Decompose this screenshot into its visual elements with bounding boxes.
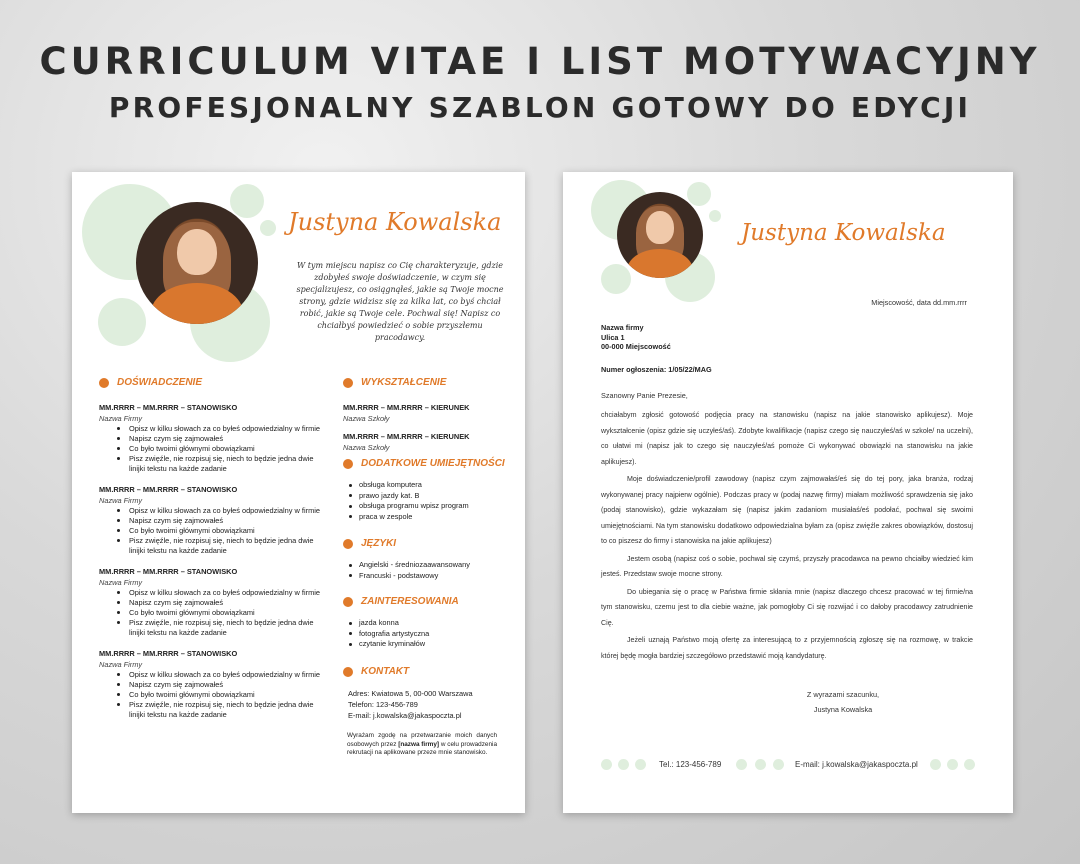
footer-dot <box>736 759 747 770</box>
job-duties <box>99 588 324 638</box>
decor-circle <box>98 298 146 346</box>
footer-dot <box>755 759 766 770</box>
signature: Justyna Kowalska <box>813 705 873 714</box>
languages-list <box>343 552 503 597</box>
cv-intro: W tym miejscu napisz co Cię charakteryzuje, gdzie zdobyłeś swoje doświadczenie, w czym się specjalizujesz, co osiągnąłeś, jakie są Twoje mocne strony, gdzie widzisz się za kilka lat, co byś chciał robić, jakie są Twoje cele. Pochwal się! Napisz co chciałbyś powiedzieć o sobie przyszłemu pracodawcy. <box>296 261 504 342</box>
decor-circle <box>709 210 721 222</box>
list-item: Opisz w kilku słowach za co byłeś odpowiedzialny w firmie <box>99 670 324 680</box>
list-item: Pisz zwięźle, nie rozpisuj się, niech to będzie jedna dwie linijki tekstu na każde zadanie <box>99 454 324 474</box>
job-company: Nazwa Firmy <box>99 414 143 423</box>
cv-name: Justyna Kowalska <box>288 208 502 236</box>
list-item: Opisz w kilku słowach za co byłeś odpowiedzialny w firmie <box>99 588 324 598</box>
education-school: Nazwa Szkoły <box>343 443 390 452</box>
contact-phone: Telefon: 123-456-789 <box>348 700 418 709</box>
closing: Z wyrazami szacunku, <box>806 690 880 699</box>
education-title: MM.RRRR – MM.RRRR – KIERUNEK <box>343 403 470 412</box>
footer-dot <box>930 759 941 770</box>
decor-circle <box>230 184 264 218</box>
footer-dot <box>947 759 958 770</box>
skills-list <box>343 472 503 538</box>
job-duties <box>99 506 324 556</box>
list-item: Pisz zwięźle, nie rozpisuj się, niech to będzie jedna dwie linijki tekstu na każde zadanie <box>99 536 324 556</box>
education-entry <box>343 431 503 453</box>
list-item: prawo jazdy kat. B <box>343 491 503 502</box>
job-entry <box>99 648 324 720</box>
footer-dot <box>773 759 784 770</box>
place-date: Miejscowość, data dd.mm.rrrr <box>871 298 967 307</box>
job-duties <box>99 424 324 474</box>
recipient-address <box>601 323 671 352</box>
experience-list <box>99 402 324 730</box>
list-item: obsługa programu wpisz program <box>343 501 503 512</box>
job-company: Nazwa Firmy <box>99 578 143 587</box>
list-item: obsługa komputera <box>343 480 503 491</box>
interests-list <box>343 610 503 666</box>
profile-photo <box>617 192 703 278</box>
section-heading-education: WYKSZTAŁCENIE <box>343 377 446 388</box>
letter-paragraph: Moje doświadczenie/profil zawodowy (napisz czym zajmowałaś/eś się do tej pory, jaka branża, rodzaj wykonywanej pracy najpierw ogólnie). Podczas pracy w (podaj nazwę firmy) miałam możliwość sprawdzenia się jako (podaj stanowisko), gdzie wykazałam się (napisz jakim zadaniom musiałaś/eś podołać, pochwal się swoimi umiejętnościami. Na tym stanowisku dodatkowo odpowiedzialna byłam za (opisz zwięźle zakres obowiązków, dostosuj to co piszesz do firmy i stanowiska na jakie aplikujesz) <box>601 475 973 545</box>
list-item: Co było twoimi głównymi obowiązkami <box>99 690 324 700</box>
education-school: Nazwa Szkoły <box>343 414 390 423</box>
list-item: czytanie kryminałów <box>343 639 503 650</box>
job-duties <box>99 670 324 720</box>
gdpr-consent <box>347 732 497 758</box>
footer-dot <box>635 759 646 770</box>
gdpr-text: w celu prowadzenia rekrutacji na aplikowane przeze mnie stanowisko. <box>347 740 497 756</box>
footer-dot <box>618 759 629 770</box>
footer-dot <box>601 759 612 770</box>
section-heading-contact: KONTAKT <box>343 666 409 677</box>
letter-body <box>601 408 973 666</box>
section-heading-experience: DOŚWIADCZENIE <box>99 377 202 388</box>
letter-paragraph: Jeżeli uznają Państwo moją ofertę za interesującą to z przyjemnością zgłoszę się na rozmowę, w trakcie której będę mogła bardziej szczegółowo przedstawić moją kandydaturę. <box>601 636 973 660</box>
job-title: MM.RRRR – MM.RRRR – STANOWISKO <box>99 567 238 576</box>
list-item: Angielski - średniozaawansowany <box>343 560 503 571</box>
job-title: MM.RRRR – MM.RRRR – STANOWISKO <box>99 649 238 658</box>
photo-face <box>646 211 674 244</box>
list-item: Pisz zwięźle, nie rozpisuj się, niech to będzie jedna dwie linijki tekstu na każde zadanie <box>99 700 324 720</box>
decor-circle <box>687 182 711 206</box>
list-item: Francuski - podstawowy <box>343 571 503 582</box>
gdpr-text: Wyrażam zgodę na przetwarzanie moich danych osobowych przez <box>347 732 497 748</box>
photo-face <box>177 229 216 275</box>
list-item: Co było twoimi głównymi obowiązkami <box>99 608 324 618</box>
contact-list <box>343 688 503 721</box>
address-line: Nazwa firmy <box>601 323 644 332</box>
cv-page <box>72 172 525 813</box>
job-company: Nazwa Firmy <box>99 496 143 505</box>
job-title: MM.RRRR – MM.RRRR – STANOWISKO <box>99 485 238 494</box>
footer-phone: Tel.: 123-456-789 <box>659 760 722 769</box>
banner-subtitle: PROFESJONALNY SZABLON GOTOWY DO EDYCJI <box>108 91 972 124</box>
letter-paragraph: Jestem osobą (napisz coś o sobie, pochwal się czymś, przyszły pracodawca na pewno chciałby wiedzieć kim jesteś. Przedstaw swoje mocne strony. <box>601 554 973 578</box>
reference-number: Numer ogłoszenia: 1/05/22/MAG <box>601 365 712 374</box>
footer-email: E-mail: j.kowalska@jakaspoczta.pl <box>795 760 918 769</box>
cover-letter-page <box>563 172 1013 813</box>
list-item: Opisz w kilku słowach za co byłeś odpowiedzialny w firmie <box>99 424 324 434</box>
education-list <box>343 402 503 460</box>
contact-address: Adres: Kwiatowa 5, 00-000 Warszawa <box>348 689 473 698</box>
education-title: MM.RRRR – MM.RRRR – KIERUNEK <box>343 432 470 441</box>
section-heading-interests: ZAINTERESOWANIA <box>343 596 459 607</box>
list-item: Napisz czym się zajmowałeś <box>99 680 324 690</box>
list-item: Pisz zwięźle, nie rozpisuj się, niech to będzie jedna dwie linijki tekstu na każde zadanie <box>99 618 324 638</box>
list-item: fotografia artystyczna <box>343 629 503 640</box>
section-heading-languages: JĘZYKI <box>343 538 396 549</box>
address-line: Ulica 1 <box>601 332 625 342</box>
job-entry <box>99 484 324 556</box>
gdpr-company: [nazwa firmy] <box>398 740 440 748</box>
list-item: jazda konna <box>343 618 503 629</box>
contact-email: E-mail: j.kowalska@jakaspoczta.pl <box>348 711 462 720</box>
list-item: Co było twoimi głównymi obowiązkami <box>99 444 324 454</box>
job-company: Nazwa Firmy <box>99 660 143 669</box>
section-heading-skills: DODATKOWE UMIEJĘTNOŚCI <box>343 458 505 469</box>
list-item: Napisz czym się zajmowałeś <box>99 434 324 444</box>
job-title: MM.RRRR – MM.RRRR – STANOWISKO <box>99 403 238 412</box>
letter-paragraph: Do ubiegania się o pracę w Państwa firmie skłania mnie (napisz dlaczego chcesz pracować w tej firmie/na tym stanowisku, czemu jest to dla ciebie ważne, jak pomogłoby Ci się rozwijać i co dałoby pracodawcy zatrudnienie Cię. <box>601 587 973 627</box>
decor-circle <box>260 220 276 236</box>
list-item: praca w zespole <box>343 512 503 523</box>
list-item: Napisz czym się zajmowałeś <box>99 598 324 608</box>
profile-photo <box>136 202 258 324</box>
education-entry <box>343 402 503 424</box>
list-item: Co było twoimi głównymi obowiązkami <box>99 526 324 536</box>
banner-title: CURRICULUM VITAE I LIST MOTYWACYJNY <box>39 40 1041 83</box>
job-entry <box>99 566 324 638</box>
address-line: 00-000 Miejscowość <box>601 342 671 352</box>
job-entry <box>99 402 324 474</box>
list-item: Opisz w kilku słowach za co byłeś odpowiedzialny w firmie <box>99 506 324 516</box>
letter-name: Justyna Kowalska <box>741 220 946 246</box>
letter-paragraph: chciałabym zgłosić gotowość podjęcia pracy na stanowisku (napisz na jakie stanowisko aplikujesz). Moje wykształcenie (opisz gdzie się uczyłeś/aś). Zdobyte kwalifikacje (napisz czego się nauczyłeś/aś w szkole/ na uczelni), co ułatwi mi (napisz jak to czego się nauczyłeś/aś pomoże Ci wykonywać obowiązki na stanowisku na jakie aplikujesz). <box>601 411 973 466</box>
list-item: Napisz czym się zajmowałeś <box>99 516 324 526</box>
footer-dot <box>964 759 975 770</box>
greeting: Szanowny Panie Prezesie, <box>601 391 688 400</box>
